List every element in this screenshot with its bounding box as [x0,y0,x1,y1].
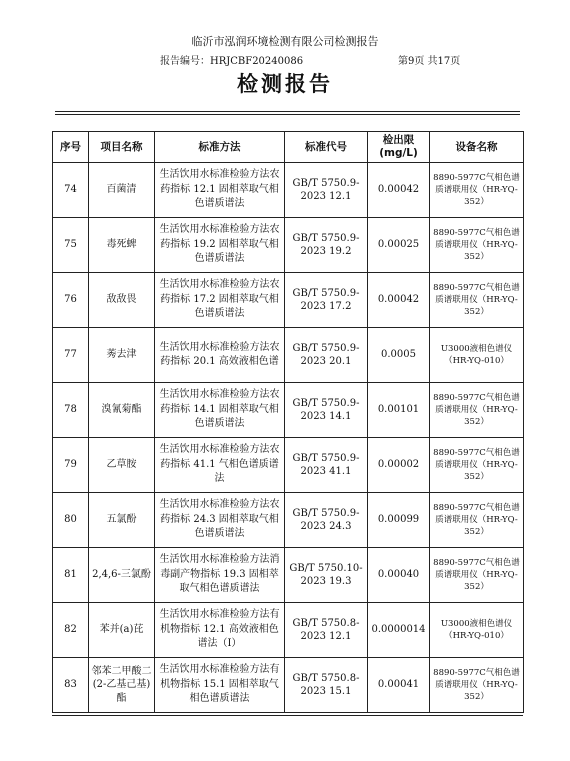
cell-item: 莠去津 [89,328,155,383]
column-header-method: 标准方法 [155,132,285,163]
table-row [53,273,524,328]
cell-equipment: 8890-5977C气相色谱质谱联用仪（HR-YQ-352） [430,438,524,493]
page-number: 第9页 共17页 [398,56,461,67]
table-row [53,658,524,713]
cell-equipment: U3000液相色谱仪（HR-YQ-010） [430,603,524,658]
bottom-rule [52,715,523,716]
cell-method: 生活饮用水标准检验方法有机物指标 15.1 固相萃取气相色谱质谱法 [155,658,285,713]
cell-method: 生活饮用水标准检验方法农药指标 17.2 固相萃取气相色谱质谱法 [155,273,285,328]
cell-equipment: 8890-5977C气相色谱质谱联用仪（HR-YQ-352） [430,658,524,713]
title-rule [55,111,520,112]
cell-method: 生活饮用水标准检验方法消毒副产物指标 19.3 固相萃取气相色谱质谱法 [155,548,285,603]
cell-equipment: 8890-5977C气相色谱质谱联用仪（HR-YQ-352） [430,493,524,548]
cell-no: 76 [53,273,89,328]
cell-method: 生活饮用水标准检验方法农药指标 12.1 固相萃取气相色谱质谱法 [155,163,285,218]
column-header-item: 项目名称 [89,132,155,163]
cell-limit: 0.00042 [368,273,430,328]
cell-code: GB/T 5750.8-2023 12.1 [285,603,368,658]
cell-method: 生活饮用水标准检验方法农药指标 14.1 固相萃取气相色谱质谱法 [155,383,285,438]
cell-method: 生活饮用水标准检验方法农药指标 19.2 固相萃取气相色谱质谱法 [155,218,285,273]
cell-method: 生活饮用水标准检验方法农药指标 24.3 固相萃取气相色谱质谱法 [155,493,285,548]
cell-method: 生活饮用水标准检验方法农药指标 20.1 高效液相色谱 [155,328,285,383]
cell-item: 邻苯二甲酸二(2-乙基己基)酯 [89,658,155,713]
cell-limit: 0.00025 [368,218,430,273]
cell-item: 苯并(a)芘 [89,603,155,658]
cell-no: 80 [53,493,89,548]
cell-limit: 0.00041 [368,658,430,713]
cell-equipment: 8890-5977C气相色谱质谱联用仪（HR-YQ-352） [430,548,524,603]
cell-equipment: U3000液相色谱仪（HR-YQ-010） [430,328,524,383]
cell-no: 78 [53,383,89,438]
cell-limit: 0.0000014 [368,603,430,658]
cell-item: 溴氰菊酯 [89,383,155,438]
cell-item: 五氯酚 [89,493,155,548]
table-row [53,163,524,218]
cell-limit: 0.00002 [368,438,430,493]
cell-equipment: 8890-5977C气相色谱质谱联用仪（HR-YQ-352） [430,383,524,438]
column-header-equipment: 设备名称 [430,132,524,163]
test-results-table [52,131,524,713]
table-row [53,438,524,493]
cell-no: 77 [53,328,89,383]
cell-code: GB/T 5750.9-2023 19.2 [285,218,368,273]
company-report-header: 临沂市泓润环境检测有限公司检测报告 [191,35,379,48]
cell-code: GB/T 5750.9-2023 12.1 [285,163,368,218]
cell-limit: 0.0005 [368,328,430,383]
cell-method: 生活饮用水标准检验方法农药指标 41.1 气相色谱质谱法 [155,438,285,493]
column-header-no: 序号 [53,132,89,163]
table-header-row [53,132,524,163]
table-row [53,383,524,438]
table-row [53,603,524,658]
cell-equipment: 8890-5977C气相色谱质谱联用仪（HR-YQ-352） [430,163,524,218]
report-number: 报告编号：HRJCBF20240086 [160,56,304,67]
table-row [53,328,524,383]
cell-code: GB/T 5750.9-2023 14.1 [285,383,368,438]
cell-equipment: 8890-5977C气相色谱质谱联用仪（HR-YQ-352） [430,218,524,273]
title-rule-double [55,114,520,115]
cell-no: 83 [53,658,89,713]
table-row [53,218,524,273]
column-header-code: 标准代号 [285,132,368,163]
cell-limit: 0.00099 [368,493,430,548]
cell-item: 敌敌畏 [89,273,155,328]
cell-method: 生活饮用水标准检验方法有机物指标 12.1 高效液相色谱法（Ⅰ） [155,603,285,658]
cell-no: 79 [53,438,89,493]
cell-no: 75 [53,218,89,273]
cell-no: 74 [53,163,89,218]
cell-code: GB/T 5750.9-2023 24.3 [285,493,368,548]
cell-code: GB/T 5750.9-2023 41.1 [285,438,368,493]
cell-no: 82 [53,603,89,658]
cell-equipment: 8890-5977C气相色谱质谱联用仪（HR-YQ-352） [430,273,524,328]
cell-item: 百菌清 [89,163,155,218]
cell-code: GB/T 5750.9-2023 17.2 [285,273,368,328]
cell-limit: 0.00042 [368,163,430,218]
table-row [53,493,524,548]
cell-item: 2,4,6-三氯酚 [89,548,155,603]
cell-code: GB/T 5750.8-2023 15.1 [285,658,368,713]
cell-item: 毒死蜱 [89,218,155,273]
cell-limit: 0.00040 [368,548,430,603]
cell-limit: 0.00101 [368,383,430,438]
cell-code: GB/T 5750.9-2023 20.1 [285,328,368,383]
cell-code: GB/T 5750.10-2023 19.3 [285,548,368,603]
cell-item: 乙草胺 [89,438,155,493]
table-row [53,548,524,603]
column-header-limit: 检出限 (mg/L) [368,132,430,163]
page-title: 检测报告 [237,72,333,96]
cell-no: 81 [53,548,89,603]
